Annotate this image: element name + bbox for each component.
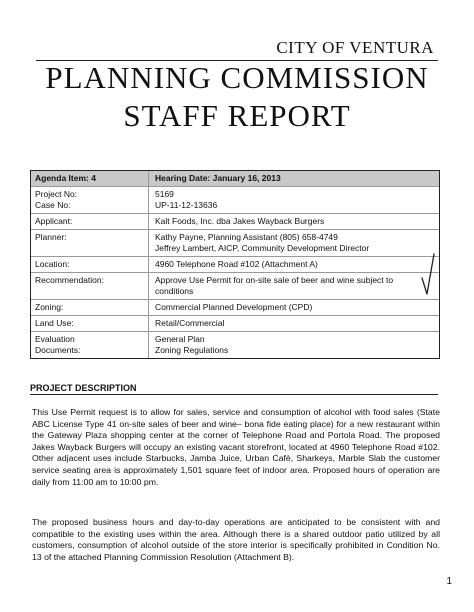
planner-label: Planner: (31, 230, 149, 256)
report-title-line1: PLANNING COMMISSION (45, 60, 429, 95)
applicant-value: Kalt Foods, Inc. dba Jakes Wayback Burgers (155, 216, 325, 226)
section-title: PROJECT DESCRIPTION (30, 383, 438, 395)
table-header-row (31, 171, 439, 186)
recommendation-label: Recommendation: (31, 273, 149, 299)
recommendation-value: Approve Use Permit for on-site sale of beer and wine subject to conditions (155, 275, 394, 296)
evaluation-value-2: Zoning Regulations (155, 345, 229, 355)
project-no-value: 5169 (155, 189, 174, 199)
case-no-value: UP-11-12-13636 (155, 200, 218, 210)
project-no-label: Project No: (35, 189, 78, 199)
evaluation-label-1: Evaluation (35, 334, 75, 344)
table-row (31, 213, 439, 229)
report-title-line2: STAFF REPORT (123, 98, 351, 133)
table-row (31, 331, 439, 358)
planner-value-1: Kathy Payne, Planning Assistant (805) 658-4749 (155, 232, 338, 242)
zoning-value: Commercial Planned Development (CPD) (155, 302, 313, 312)
evaluation-label-2: Documents: (35, 345, 81, 355)
paragraph-1: This Use Permit request is to allow for sales, service and consumption of alcohol with food sales (State ABC License Type 41 on-site sales of beer and wine– bona fide eating place) for a new restaurant within the Gateway Plaza shopping center at the corner of Telephone Road and Portola Road. The proposed Jakes Wayback Burgers will occupy an existing vacant storefront, located at 4960 Telephone Road #102. Other adjacent uses include Starbucks, Jamba Juice, Urban Cafè, Sharkeys, Marble Slab the customer service seating area is approximately 1,501 square feet of indoor area. Proposed hours of operation are daily from 11:00 am to 10:00 pm. (32, 407, 440, 487)
paragraph-2: The proposed business hours and day-to-day operations are anticipated to be consistent with and compatible to the existing uses within the area. Although there is a shared outdoor patio utilized by all customers, consumption of alcohol outside of the store interior is specifically prohibited in Condition No. 13 of the attached Planning Commission Resolution (Attachment B). (32, 517, 440, 562)
case-no-label: Case No: (35, 200, 71, 210)
city-name: CITY OF VENTURA (276, 38, 434, 57)
page-number: 1 (446, 576, 452, 587)
table-row (31, 315, 439, 331)
table-row (31, 272, 439, 299)
table-row (31, 186, 439, 213)
table-row (31, 229, 439, 256)
agenda-item: Agenda Item: 4 (31, 171, 149, 186)
project-info-table (30, 170, 440, 359)
handwritten-check-mark (420, 252, 436, 296)
table-row (31, 256, 439, 272)
zoning-label: Zoning: (31, 300, 149, 315)
applicant-label: Applicant: (31, 214, 149, 229)
land-use-label: Land Use: (31, 316, 149, 331)
hearing-date: Hearing Date: January 16, 2013 (155, 173, 281, 183)
evaluation-value-1: General Plan (155, 334, 205, 344)
location-label: Location: (31, 257, 149, 272)
location-value: 4960 Telephone Road #102 (Attachment A) (155, 259, 318, 269)
land-use-value: Retail/Commercial (155, 318, 225, 328)
table-row (31, 299, 439, 315)
planner-value-2: Jeffrey Lambert, AICP, Community Development Director (155, 243, 370, 253)
